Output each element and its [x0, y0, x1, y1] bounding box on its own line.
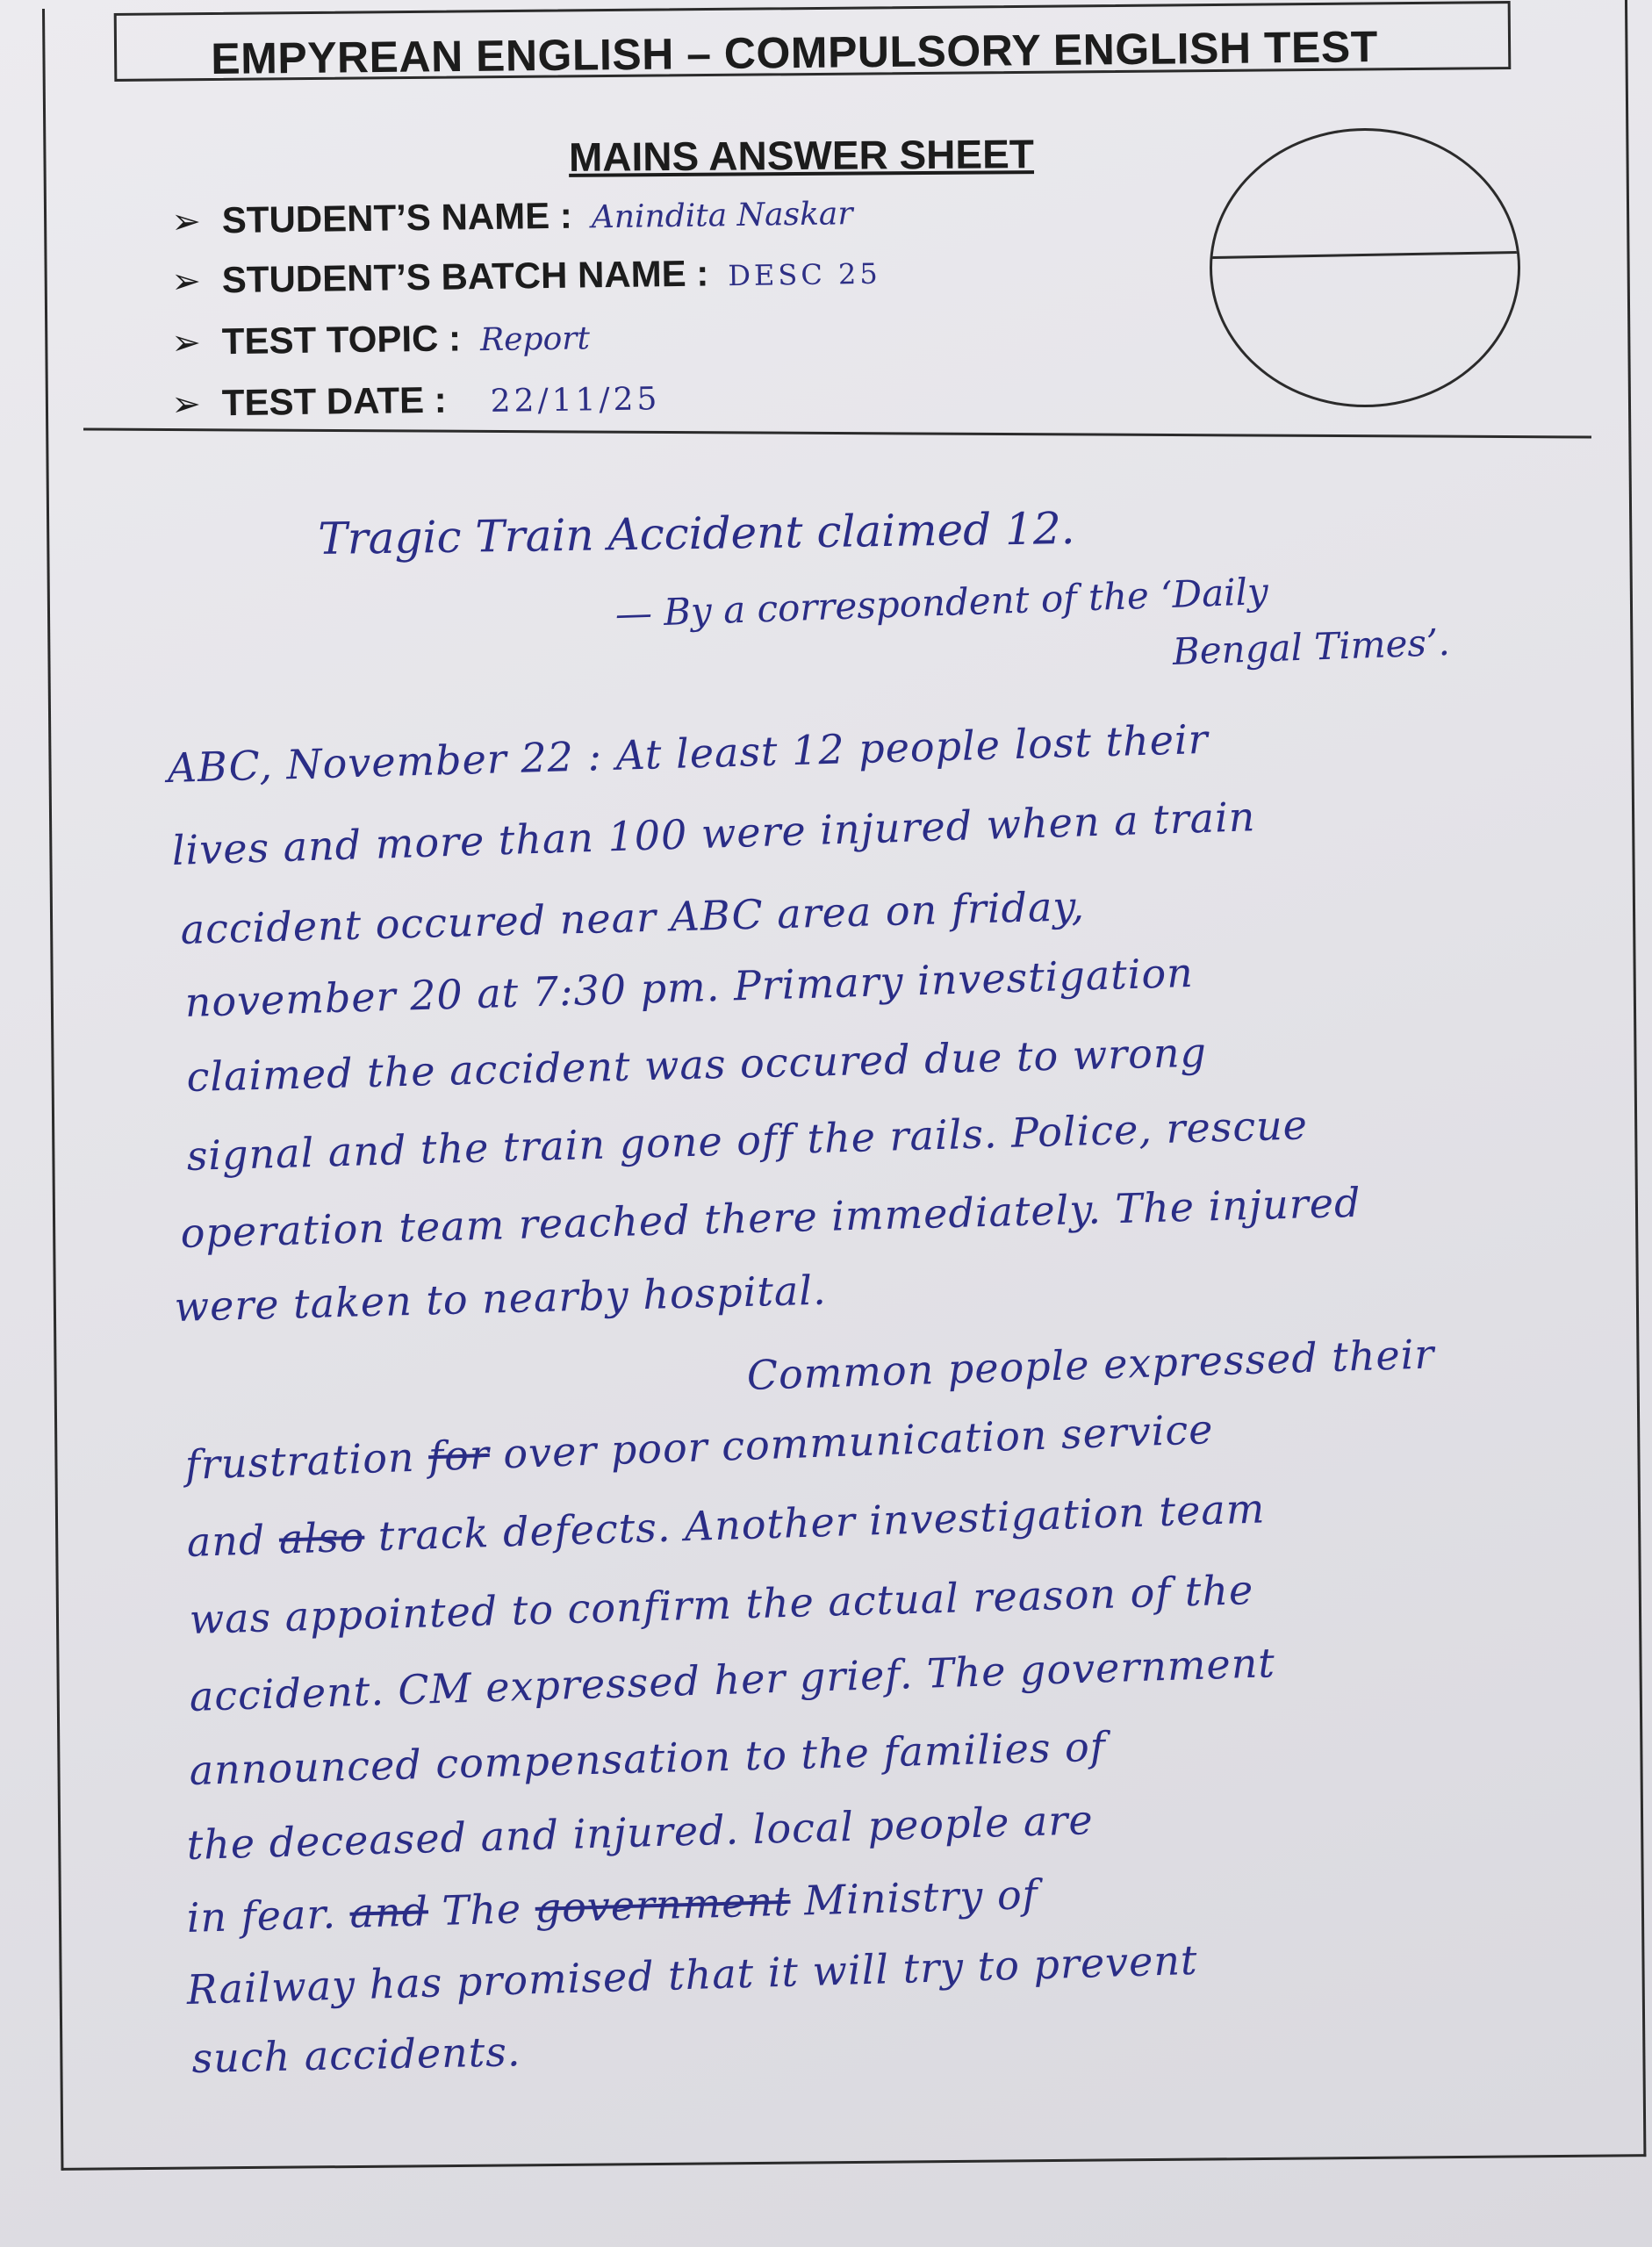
word-group: track defects. Another investigation team [363, 1484, 1267, 1561]
struck-word: and [348, 1887, 429, 1937]
test-topic-value: Report [479, 320, 591, 359]
word-group: in fear. [186, 1889, 351, 1942]
report-line: were taken to nearby hospital. [174, 1266, 828, 1331]
report-line: accident. CM expressed her grief. The government [189, 1639, 1276, 1720]
field-label: STUDENT’S NAME : [221, 194, 573, 241]
test-topic-row [171, 315, 590, 363]
report-line: lives and more than 100 were injured when a train [171, 793, 1257, 874]
test-title: EMPYREAN ENGLISH – COMPULSORY ENGLISH TEST [211, 22, 1379, 83]
report-line: was appointed to confirm the actual reason of the [189, 1566, 1254, 1643]
report-line: operation team reached there immediately. The injured [180, 1178, 1362, 1257]
struck-word: also [278, 1512, 366, 1563]
report-byline-continued: Bengal Times’. [1172, 620, 1451, 673]
struck-word: government [534, 1877, 792, 1932]
word-group: and [186, 1515, 280, 1566]
report-line: ABC, November 22 : At least 12 people lost their [167, 714, 1210, 792]
report-line: november 20 at 7:30 pm. Primary investigation [184, 948, 1195, 1026]
arrow-bullet-icon: ➢ [171, 262, 202, 301]
report-line: Railway has promised that it will try to prevent [186, 1935, 1199, 2014]
report-line: the deceased and injured. local people are [186, 1796, 1095, 1869]
batch-name-value: DESC 25 [728, 256, 881, 293]
report-line: Common people expressed their [746, 1330, 1436, 1399]
report-line: such accidents. [191, 2028, 521, 2082]
marks-divider [1212, 251, 1518, 259]
test-date-value: 22/11/25 [490, 381, 661, 420]
student-name-value: Anindita Naskar [591, 196, 853, 236]
word-group: over poor communication service [488, 1405, 1215, 1478]
word-group: frustration [184, 1432, 430, 1489]
report-heading: Tragic Train Accident claimed 12. [318, 502, 1075, 564]
word-group: Ministry of [789, 1870, 1039, 1925]
arrow-bullet-icon: ➢ [171, 384, 202, 424]
sheet-subtitle: MAINS ANSWER SHEET [568, 131, 1035, 180]
field-label: STUDENT’S BATCH NAME : [221, 252, 709, 301]
struck-word: for [427, 1430, 491, 1481]
field-label: TEST DATE : [221, 378, 448, 424]
report-line: signal and the train gone off the rails. Police, rescue [186, 1101, 1309, 1180]
arrow-bullet-icon: ➢ [171, 323, 202, 363]
report-line: claimed the accident was occured due to wrong [186, 1028, 1208, 1101]
test-date-row [171, 376, 661, 425]
report-byline: — By a correspondent of the ‘Daily [614, 570, 1269, 635]
report-line: accident occured near ABC area on friday, [180, 882, 1086, 953]
marks-circle [1210, 128, 1520, 407]
field-label: TEST TOPIC : [221, 317, 462, 363]
arrow-bullet-icon: ➢ [171, 202, 202, 241]
word-group: The [427, 1884, 536, 1935]
report-line: announced compensation to the families of [189, 1722, 1107, 1794]
